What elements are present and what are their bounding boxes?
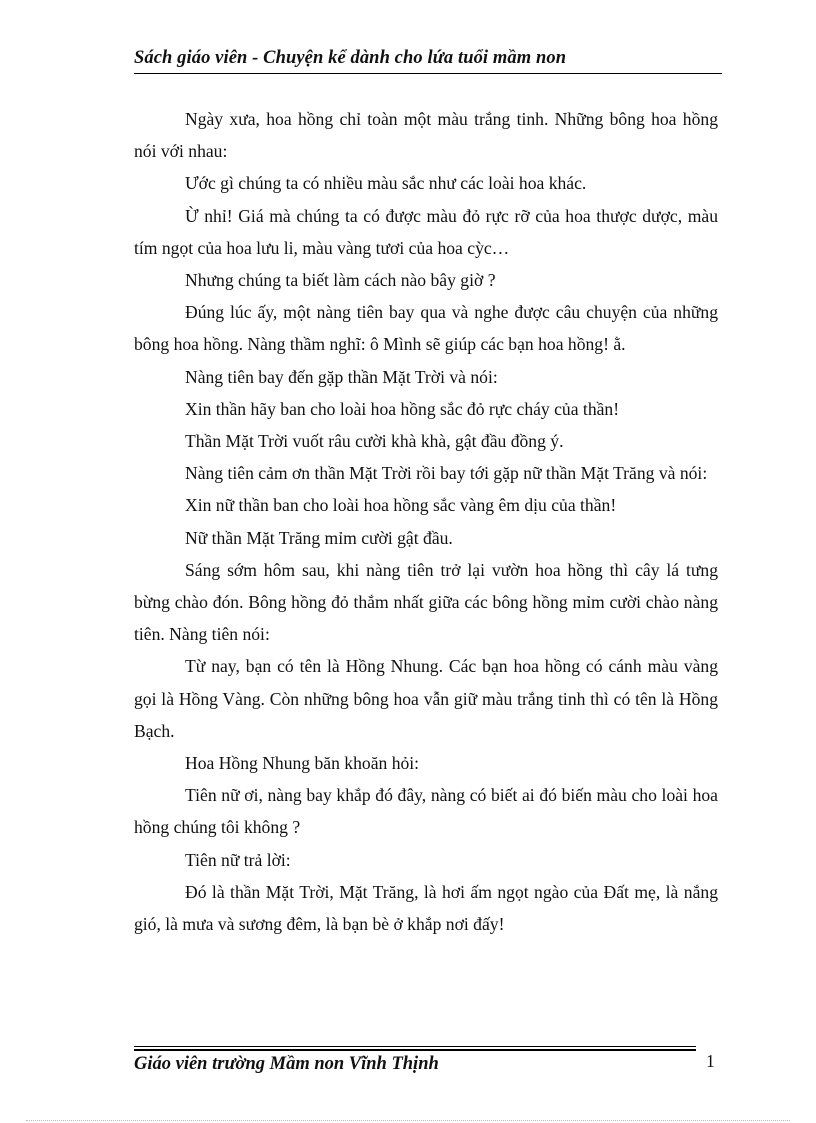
footer-rule (134, 1046, 696, 1054)
paragraph: Nàng tiên bay đến gặp thần Mặt Trời và nói: (185, 366, 498, 387)
header-rule (134, 73, 722, 74)
paragraph: Đúng lúc ấy, một nàng tiên bay qua và nghe được câu chuyện của những bông hoa hồng. Nàng thầm nghĩ: ô Mình sẽ giúp các bạn hoa hồng! ằ. (134, 302, 718, 355)
page-header (134, 48, 722, 74)
paragraph: Từ nay, bạn có tên là Hồng Nhung. Các bạn hoa hồng có cánh màu vàng gọi là Hồng Vàng. Còn những bông hoa vẫn giữ màu trắng tinh thì có tên là Hồng Bạch. (134, 656, 718, 741)
paragraph: Sáng sớm hôm sau, khi nàng tiên trở lại vườn hoa hồng thì cây lá tưng bừng chào đón. Bông hồng đỏ thắm nhất giữa các bông hồng mỉm cười chào nàng tiên. Nàng tiên nói: (134, 559, 718, 645)
paragraph: Ước gì chúng ta có nhiều màu sắc như các loài hoa khác. (185, 173, 587, 194)
page-bottom-dotted-border (26, 1120, 790, 1121)
paragraph: Tiên nữ trả lời: (185, 849, 291, 870)
header-title: Sách giáo viên - Chuyện kể dành cho lứa tuổi mầm non (134, 48, 567, 68)
paragraph: Thần Mặt Trời vuốt râu cười khà khà, gật đầu đồng ý. (185, 431, 564, 452)
paragraph: Nàng tiên cảm ơn thần Mặt Trời rồi bay tới gặp nữ thần Mặt Trăng và nói: (185, 463, 708, 484)
footer-rule-thick (134, 1049, 696, 1051)
paragraph: Nhưng chúng ta biết làm cách nào bây giờ ? (185, 270, 496, 291)
footer-rule-thin (134, 1046, 696, 1047)
page-number: 1 (706, 1051, 715, 1071)
paragraph: Ngày xưa, hoa hồng chỉ toàn một màu trắng tinh. Những bông hoa hồng nói với nhau: (134, 109, 718, 162)
story-body (134, 103, 718, 940)
footer-text: Giáo viên trường Mầm non Vĩnh Thịnh (134, 1054, 439, 1074)
paragraph: Xin nữ thần ban cho loài hoa hồng sắc vàng êm dịu của thần! (185, 495, 617, 516)
paragraph: Ừ nhỉ! Giá mà chúng ta có được màu đỏ rực rỡ của hoa thược dược, màu tím ngọt của hoa lưu li, màu vàng tươi của hoa cỳc… (134, 205, 718, 258)
paragraph: Tiên nữ ơi, nàng bay khắp đó đây, nàng có biết ai đó biến màu cho loài hoa hồng chúng tôi không ? (134, 785, 718, 838)
paragraph: Nữ thần Mặt Trăng mỉm cười gật đầu. (185, 527, 453, 548)
paragraph: Đó là thần Mặt Trời, Mặt Trăng, là hơi ấm ngọt ngào của Đất mẹ, là nắng gió, là mưa và sương đêm, là bạn bè ở khắp nơi đấy! (134, 881, 718, 935)
paragraph: Xin thần hãy ban cho loài hoa hồng sắc đỏ rực cháy của thần! (185, 398, 620, 419)
paragraph: Hoa Hồng Nhung băn khoăn hỏi: (185, 753, 420, 774)
